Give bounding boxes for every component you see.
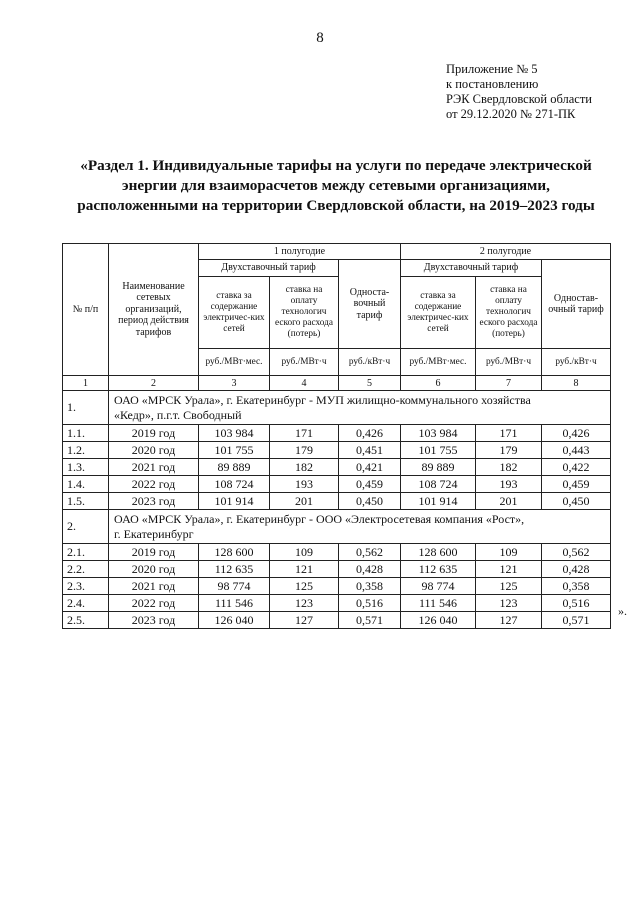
table-cell: 98 774 bbox=[401, 578, 476, 595]
table-cell: 98 774 bbox=[199, 578, 270, 595]
header-num: № п/п bbox=[63, 244, 109, 376]
table-cell: 2.2. bbox=[63, 561, 109, 578]
table-cell: 123 bbox=[476, 595, 542, 612]
table-cell: 2020 год bbox=[109, 561, 199, 578]
page-number: 8 bbox=[316, 30, 324, 46]
unit-kwh-1: руб./кВт·ч bbox=[339, 349, 401, 376]
table-cell: 201 bbox=[270, 493, 339, 510]
table-cell: 0,426 bbox=[339, 425, 401, 442]
table-cell: 1.1. bbox=[63, 425, 109, 442]
table-cell: 121 bbox=[476, 561, 542, 578]
table-cell: 108 724 bbox=[199, 476, 270, 493]
table-cell: 2019 год bbox=[109, 425, 199, 442]
table-cell: 2019 год bbox=[109, 544, 199, 561]
table-cell: 201 bbox=[476, 493, 542, 510]
table-cell: 1.3. bbox=[63, 459, 109, 476]
table-cell: 0,450 bbox=[339, 493, 401, 510]
table-cell: 126 040 bbox=[199, 612, 270, 629]
table-cell: 123 bbox=[270, 595, 339, 612]
table-cell: 182 bbox=[270, 459, 339, 476]
table-cell: 171 bbox=[270, 425, 339, 442]
table-cell: 0,450 bbox=[542, 493, 611, 510]
table-cell: 0,571 bbox=[542, 612, 611, 629]
table-cell: 125 bbox=[270, 578, 339, 595]
group-number: 1. bbox=[63, 391, 109, 425]
header-rate-maintenance-2: ставка за содержание электричес-ких сетей bbox=[401, 277, 476, 349]
table-cell: 2.4. bbox=[63, 595, 109, 612]
header-rate-maintenance-1: ставка за содержание электричес-ких сетей bbox=[199, 277, 270, 349]
column-number: 2 bbox=[109, 376, 199, 391]
table-cell: 2021 год bbox=[109, 578, 199, 595]
table-cell: 193 bbox=[476, 476, 542, 493]
appendix-line: РЭК Свердловской области bbox=[446, 92, 592, 106]
header-single-rate-1: Односта-вочный тариф bbox=[339, 260, 401, 349]
header-rate-losses-1: ставка на оплату технологич еского расхода (потерь) bbox=[270, 277, 339, 349]
appendix-line: от 29.12.2020 № 271-ПК bbox=[446, 107, 576, 121]
table-row bbox=[63, 595, 611, 612]
table-cell: 103 984 bbox=[199, 425, 270, 442]
table-cell: 2.1. bbox=[63, 544, 109, 561]
table-cell: 0,516 bbox=[542, 595, 611, 612]
table-cell: 111 546 bbox=[401, 595, 476, 612]
table-cell: 109 bbox=[476, 544, 542, 561]
table-cell: 0,443 bbox=[542, 442, 611, 459]
header-rate-losses-2: ставка на оплату технологич еского расхода (потерь) bbox=[476, 277, 542, 349]
appendix-reference bbox=[446, 62, 592, 122]
table-cell: 112 635 bbox=[401, 561, 476, 578]
table-cell: 0,571 bbox=[339, 612, 401, 629]
organization-name-line: ОАО «МРСК Урала», г. Екатеринбург - ООО «Электросетевая компания «Рост», bbox=[114, 511, 525, 526]
table-row bbox=[63, 612, 611, 629]
table-cell: 2022 год bbox=[109, 595, 199, 612]
organization-name bbox=[109, 510, 611, 544]
organization-name-line: ОАО «МРСК Урала», г. Екатеринбург - МУП жилищно-коммунального хозяйства bbox=[114, 392, 531, 407]
column-number: 6 bbox=[401, 376, 476, 391]
header-two-part-tariff-2: Двухставочный тариф bbox=[401, 260, 542, 277]
group-number: 2. bbox=[63, 510, 109, 544]
table-row bbox=[63, 561, 611, 578]
table-cell: 121 bbox=[270, 561, 339, 578]
table-row bbox=[63, 544, 611, 561]
table-cell: 0,358 bbox=[339, 578, 401, 595]
table-cell: 126 040 bbox=[401, 612, 476, 629]
unit-mwh-2: руб./МВт·ч bbox=[476, 349, 542, 376]
table-cell: 2.5. bbox=[63, 612, 109, 629]
table-cell: 101 914 bbox=[401, 493, 476, 510]
table-row bbox=[63, 459, 611, 476]
table-cell: 89 889 bbox=[401, 459, 476, 476]
table-cell: 125 bbox=[476, 578, 542, 595]
table-cell: 112 635 bbox=[199, 561, 270, 578]
table-cell: 108 724 bbox=[401, 476, 476, 493]
table-cell: 2020 год bbox=[109, 442, 199, 459]
table-cell: 89 889 bbox=[199, 459, 270, 476]
table-cell: 0,562 bbox=[542, 544, 611, 561]
column-number: 7 bbox=[476, 376, 542, 391]
header-organization: Наименование сетевых организаций, период действия тарифов bbox=[109, 244, 199, 376]
table-cell: 1.5. bbox=[63, 493, 109, 510]
organization-name-line: «Кедр», п.г.т. Свободный bbox=[114, 407, 242, 422]
table-cell: 0,428 bbox=[542, 561, 611, 578]
table-cell: 179 bbox=[270, 442, 339, 459]
column-number: 1 bbox=[63, 376, 109, 391]
table-cell: 109 bbox=[270, 544, 339, 561]
column-number: 3 bbox=[199, 376, 270, 391]
table-cell: 0,562 bbox=[339, 544, 401, 561]
table-cell: 0,459 bbox=[339, 476, 401, 493]
column-number: 8 bbox=[542, 376, 611, 391]
unit-mw-month-1: руб./МВт·мес. bbox=[199, 349, 270, 376]
header-half2: 2 полугодие bbox=[401, 244, 611, 260]
organization-row bbox=[63, 510, 611, 544]
section-heading bbox=[60, 156, 612, 216]
unit-mwh-1: руб./МВт·ч bbox=[270, 349, 339, 376]
table-cell: 0,428 bbox=[339, 561, 401, 578]
table-cell: 0,451 bbox=[339, 442, 401, 459]
table-cell: 0,421 bbox=[339, 459, 401, 476]
closing-quote: ». bbox=[618, 604, 627, 618]
table-cell: 0,358 bbox=[542, 578, 611, 595]
table-cell: 2.3. bbox=[63, 578, 109, 595]
organization-name-line: г. Екатеринбург bbox=[114, 526, 194, 541]
heading-line: энергии для взаиморасчетов между сетевыми организациями, bbox=[122, 177, 550, 194]
table-row bbox=[63, 578, 611, 595]
table-cell: 182 bbox=[476, 459, 542, 476]
unit-kwh-2: руб./кВт·ч bbox=[542, 349, 611, 376]
table-row bbox=[63, 476, 611, 493]
table-row bbox=[63, 442, 611, 459]
organization-name bbox=[109, 391, 611, 425]
heading-line: «Раздел 1. Индивидуальные тарифы на услуги по передаче электрической bbox=[80, 157, 592, 174]
unit-mw-month-2: руб./МВт·мес. bbox=[401, 349, 476, 376]
table-cell: 127 bbox=[270, 612, 339, 629]
table-cell: 1.4. bbox=[63, 476, 109, 493]
column-number: 4 bbox=[270, 376, 339, 391]
appendix-line: к постановлению bbox=[446, 77, 539, 91]
column-number: 5 bbox=[339, 376, 401, 391]
organization-row bbox=[63, 391, 611, 425]
table-cell: 179 bbox=[476, 442, 542, 459]
table-row bbox=[63, 425, 611, 442]
appendix-line: Приложение № 5 bbox=[446, 62, 538, 76]
header-half1: 1 полугодие bbox=[199, 244, 401, 260]
column-number-row bbox=[63, 376, 611, 391]
table-cell: 103 984 bbox=[401, 425, 476, 442]
table-cell: 101 755 bbox=[199, 442, 270, 459]
table-cell: 2022 год bbox=[109, 476, 199, 493]
table-cell: 0,426 bbox=[542, 425, 611, 442]
table-cell: 111 546 bbox=[199, 595, 270, 612]
table-row bbox=[63, 493, 611, 510]
table-cell: 127 bbox=[476, 612, 542, 629]
table-cell: 2021 год bbox=[109, 459, 199, 476]
table-cell: 128 600 bbox=[199, 544, 270, 561]
table-cell: 2023 год bbox=[109, 493, 199, 510]
heading-line: расположенными на территории Свердловской области, на 2019–2023 годы bbox=[77, 197, 595, 214]
table-cell: 193 bbox=[270, 476, 339, 493]
table-cell: 101 755 bbox=[401, 442, 476, 459]
table-cell: 0,422 bbox=[542, 459, 611, 476]
table-cell: 128 600 bbox=[401, 544, 476, 561]
table-cell: 2023 год bbox=[109, 612, 199, 629]
header-single-rate-2: Одностав-очный тариф bbox=[542, 260, 611, 349]
table-cell: 0,516 bbox=[339, 595, 401, 612]
header-two-part-tariff-1: Двухставочный тариф bbox=[199, 260, 339, 277]
table-cell: 171 bbox=[476, 425, 542, 442]
table-cell: 1.2. bbox=[63, 442, 109, 459]
tariff-table bbox=[62, 243, 611, 629]
table-cell: 0,459 bbox=[542, 476, 611, 493]
table-cell: 101 914 bbox=[199, 493, 270, 510]
